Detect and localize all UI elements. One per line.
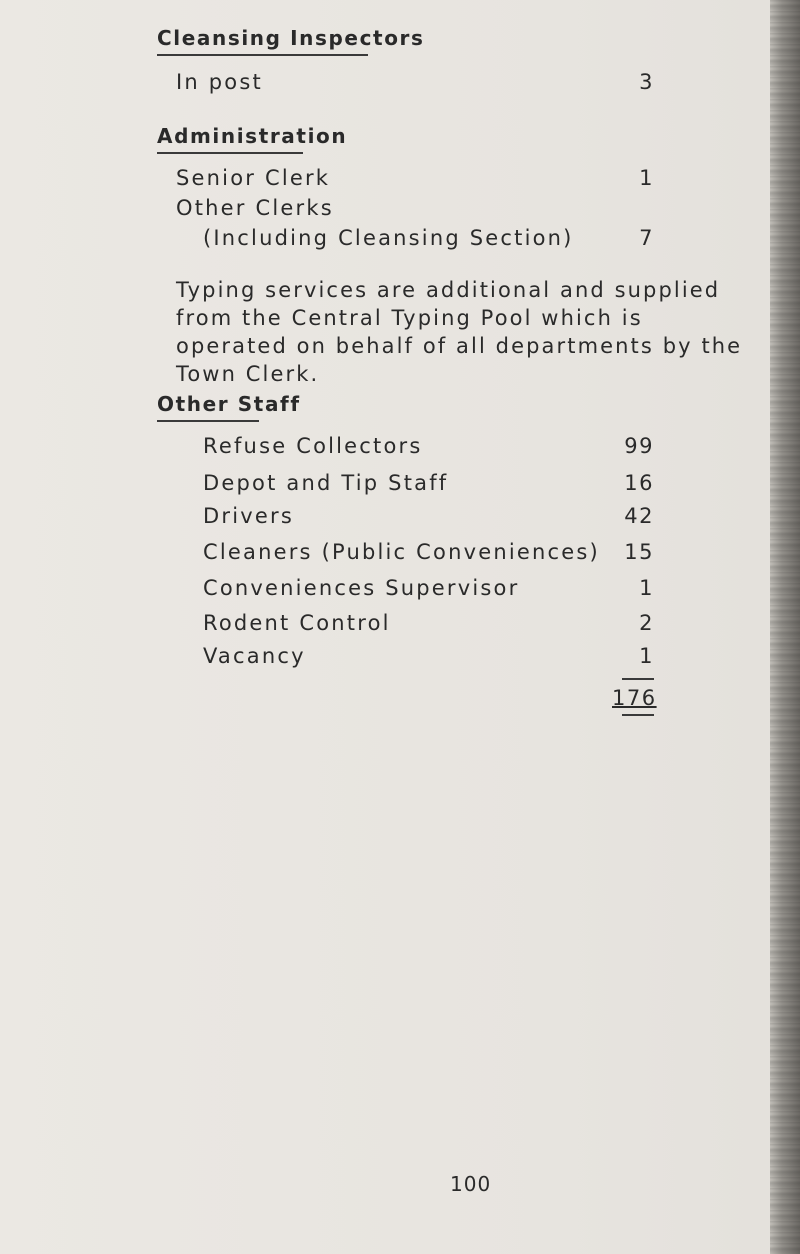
row-value-other-clerks: 7 — [639, 226, 654, 250]
typing-services-note: Typing services are additional and supplied from the Central Typing Pool which is operated on behalf of all departments by the Town Clerk. — [176, 278, 743, 386]
row-value-conveniences-supervisor: 1 — [639, 576, 654, 600]
page-edge-shadow — [770, 0, 800, 1254]
row-value-in-post: 3 — [639, 70, 654, 94]
row-label-in-post: In post — [176, 70, 263, 94]
row-label-conveniences-supervisor: Conveniences Supervisor — [203, 576, 520, 600]
row-value-cleaners: 15 — [624, 540, 654, 564]
row-label-vacancy: Vacancy — [203, 644, 306, 668]
row-label-rodent-control: Rodent Control — [203, 611, 391, 635]
row-value-rodent-control: 2 — [639, 611, 654, 635]
section-heading-other-staff: Other Staff — [157, 392, 301, 416]
row-value-depot-tip-staff: 16 — [624, 471, 654, 495]
total-rule-top — [622, 678, 654, 680]
row-value-refuse-collectors: 99 — [624, 434, 654, 458]
row-label-cleaners: Cleaners (Public Conveniences) — [203, 540, 600, 564]
row-label-including-cleansing: (Including Cleansing Section) — [203, 226, 574, 250]
row-label-senior-clerk: Senior Clerk — [176, 166, 331, 190]
row-value-drivers: 42 — [624, 504, 654, 528]
row-value-senior-clerk: 1 — [639, 166, 654, 190]
row-label-depot-tip-staff: Depot and Tip Staff — [203, 471, 449, 495]
heading-underline — [157, 152, 303, 154]
heading-underline — [157, 420, 259, 422]
total-value: 176 — [612, 686, 657, 710]
page-number: 100 — [450, 1172, 492, 1196]
row-label-other-clerks: Other Clerks — [176, 196, 334, 220]
row-label-refuse-collectors: Refuse Collectors — [203, 434, 423, 458]
row-label-drivers: Drivers — [203, 504, 294, 528]
total-rule-bottom — [622, 714, 654, 716]
row-value-vacancy: 1 — [639, 644, 654, 668]
section-heading-cleansing-inspectors: Cleansing Inspectors — [157, 26, 425, 50]
heading-underline — [157, 54, 368, 56]
section-heading-administration: Administration — [157, 124, 348, 148]
